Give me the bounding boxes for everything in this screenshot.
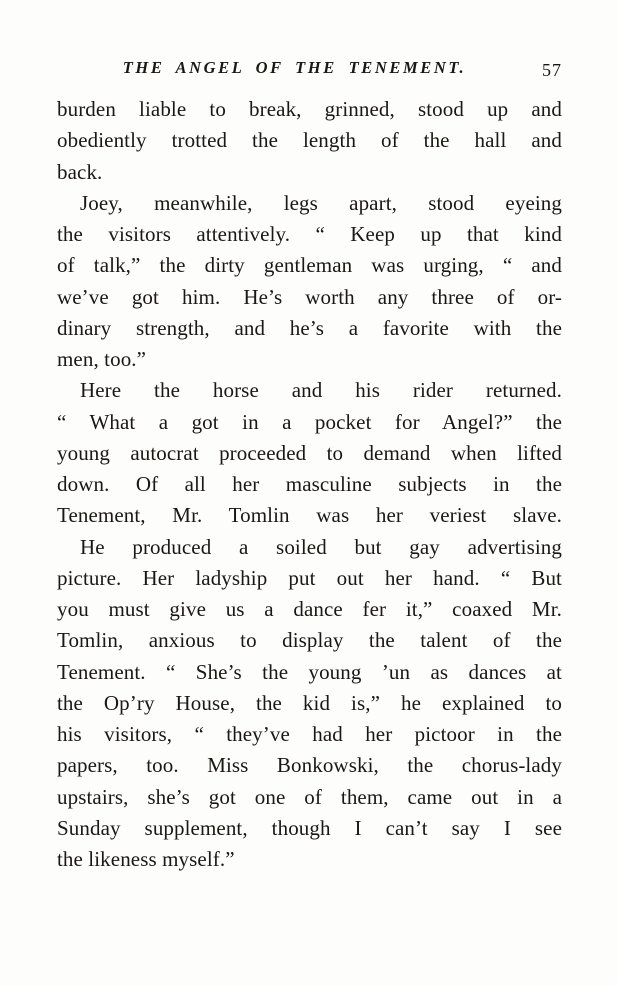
text-line: of talk,” the dirty gentleman was urging, “ and [57, 253, 562, 278]
text-line: the Op’ry House, the kid is,” he explained to [57, 690, 562, 715]
running-header [57, 58, 562, 84]
text-line: the likeness myself.” [57, 847, 235, 871]
text-line: dinary strength, and he’s a favorite with the [57, 315, 562, 340]
text-line: the visitors attentively. “ Keep up that kind [57, 222, 562, 246]
text-line: obediently trotted the length of the hall and [57, 128, 562, 153]
text-line: upstairs, she’s got one of them, came out in a [57, 784, 562, 809]
text-line: you must give us a dance fer it,” coaxed Mr. [57, 597, 562, 621]
chapter-title: THE ANGEL OF THE TENEMENT. [122, 58, 467, 77]
text-line: picture. Her ladyship put out her hand. “ But [57, 565, 562, 590]
body-text [57, 94, 562, 875]
text-line: his visitors, “ they’ve had her pictoor in the [57, 722, 562, 746]
text-line: He produced a soiled but gay advertising [80, 534, 562, 559]
text-line: back. [57, 159, 103, 184]
text-line: young autocrat proceeded to demand when lifted [57, 440, 562, 465]
text-line: Sunday supplement, though I can’t say I see [57, 815, 562, 840]
text-line: down. Of all her masculine subjects in the [57, 472, 562, 496]
text-line: papers, too. Miss Bonkowski, the chorus-lady [57, 753, 562, 778]
text-line: Joey, meanwhile, legs apart, stood eyeing [80, 190, 562, 215]
text-line: we’ve got him. He’s worth any three of or- [57, 284, 562, 309]
text-line: men, too.” [57, 347, 147, 371]
text-line: Tenement. “ She’s the young ’un as dances at [57, 659, 562, 684]
text-line: Tenement, Mr. Tomlin was her veriest slave. [57, 503, 562, 528]
text-line: Here the horse and his rider returned. [80, 378, 562, 403]
text-line: Tomlin, anxious to display the talent of the [57, 628, 562, 653]
page-number: 57 [542, 60, 562, 80]
text-line: “ What a got in a pocket for Angel?” the [57, 409, 562, 434]
text-line: burden liable to break, grinned, stood up and [57, 97, 562, 121]
